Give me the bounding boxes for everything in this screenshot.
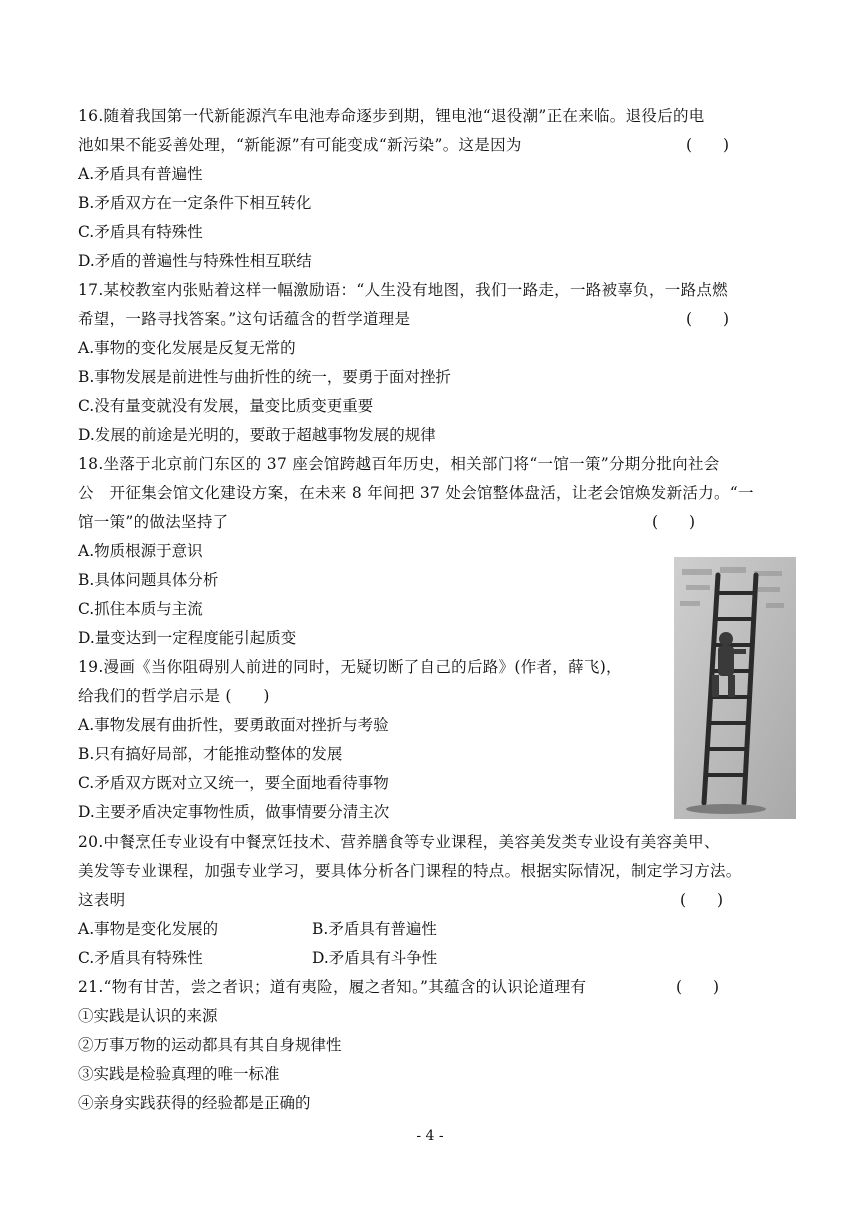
q18-option-d: D.量变达到一定程度能引起质变	[78, 629, 297, 647]
q20-text-line-1: 20.中餐烹任专业设有中餐烹饪技术、营养膳食等专业课程，美容美发类专业设有美容美甲、	[78, 833, 720, 851]
q18-text-line-1: 18.坐落于北京前门东区的 37 座会馆跨越百年历史，相关部门将“一馆一策”分期分批向社会	[78, 455, 720, 473]
q21-statement-1: ①实践是认识的来源	[78, 1007, 218, 1025]
q18-option-a: A.物质根源于意识	[78, 542, 203, 560]
q16-option-c: C.矛盾具有特殊性	[78, 223, 203, 241]
ladder-cartoon-image	[674, 557, 796, 819]
q19-option-b: B.只有搞好局部，才能推动整体的发展	[78, 745, 343, 763]
q21-statement-3: ③实践是检验真理的唯一标准	[78, 1065, 280, 1083]
q18-option-c: C.抓住本质与主流	[78, 600, 203, 618]
q18-text-line-2: 公 开征集会馆文化建设方案，在未来 8 年间把 37 处会馆整体盘活，让老会馆焕发新活力。“一	[78, 484, 754, 502]
q20-answer-paren: ( )	[680, 891, 724, 909]
q17-option-c: C.没有量变就没有发展，量变比质变更重要	[78, 397, 374, 415]
q20-option-d: D.矛盾具有斗争性	[312, 949, 438, 967]
q21-statement-2: ②万事万物的运动都具有其自身规律性	[78, 1036, 342, 1054]
q20-option-a: A.事物是变化发展的	[78, 920, 219, 938]
q17-option-b: B.事物发展是前进性与曲折性的统一，要勇于面对挫折	[78, 368, 451, 386]
q19-option-c: C.矛盾双方既对立又统一，要全面地看待事物	[78, 774, 389, 792]
q17-answer-paren: ( )	[686, 310, 730, 328]
q16-option-b: B.矛盾双方在一定条件下相互转化	[78, 194, 312, 212]
q16-answer-paren: ( )	[686, 136, 730, 154]
q16-option-a: A.矛盾具有普遍性	[78, 165, 203, 183]
q18-option-b: B.具体问题具体分析	[78, 571, 219, 589]
q17-text-line-1: 17.某校教室内张贴着这样一幅激励语：“人生没有地图，我们一路走，一路被辜负，一路点燃	[78, 281, 728, 299]
q17-text-line-2: 希望，一路寻找答案。”这句话蕴含的哲学道理是	[78, 310, 411, 328]
q16-text-line-2: 池如果不能妥善处理，“新能源”有可能变成“新污染”。这是因为	[78, 136, 522, 154]
q18-answer-paren: ( )	[652, 513, 696, 531]
q21-statement-4: ④亲身实践获得的经验都是正确的	[78, 1094, 311, 1112]
q20-option-b: B.矛盾具有普遍性	[312, 920, 437, 938]
q16-text-line-1: 16.随着我国第一代新能源汽车电池寿命逐步到期，锂电池“退役潮”正在来临。退役后的电	[78, 107, 705, 125]
q20-text-line-3: 这表明	[78, 891, 126, 909]
q17-option-a: A.事物的变化发展是反复无常的	[78, 339, 296, 357]
q17-option-d: D.发展的前途是光明的，要敢于超越事物发展的规律	[78, 426, 436, 444]
q21-text-line-1: 21.“物有甘苦，尝之者识；道有夷险，履之者知。”其蕴含的认识论道理有	[78, 978, 587, 996]
q16-option-d: D.矛盾的普遍性与特殊性相互联结	[78, 252, 312, 270]
q19-option-d: D.主要矛盾决定事物性质，做事情要分清主次	[78, 803, 390, 821]
q20-text-line-2: 美发等专业课程，加强专业学习，要具体分析各门课程的特点。根据实际情况，制定学习方法。	[78, 862, 742, 880]
ladder-illustration	[674, 557, 796, 819]
q19-text-line-2: 给我们的哲学启示是 ( )	[78, 687, 270, 705]
q18-text-line-3: 馆一策”的做法坚持了	[78, 513, 229, 531]
q19-option-a: A.事物发展有曲折性，要勇敢面对挫折与考验	[78, 716, 389, 734]
page-number: - 4 -	[416, 1128, 444, 1144]
q19-text-line-1: 19.漫画《当你阻碍别人前进的同时，无疑切断了自己的后路》(作者，薛飞)，	[78, 658, 622, 676]
q21-answer-paren: ( )	[676, 978, 720, 996]
q20-option-c: C.矛盾具有特殊性	[78, 949, 203, 967]
